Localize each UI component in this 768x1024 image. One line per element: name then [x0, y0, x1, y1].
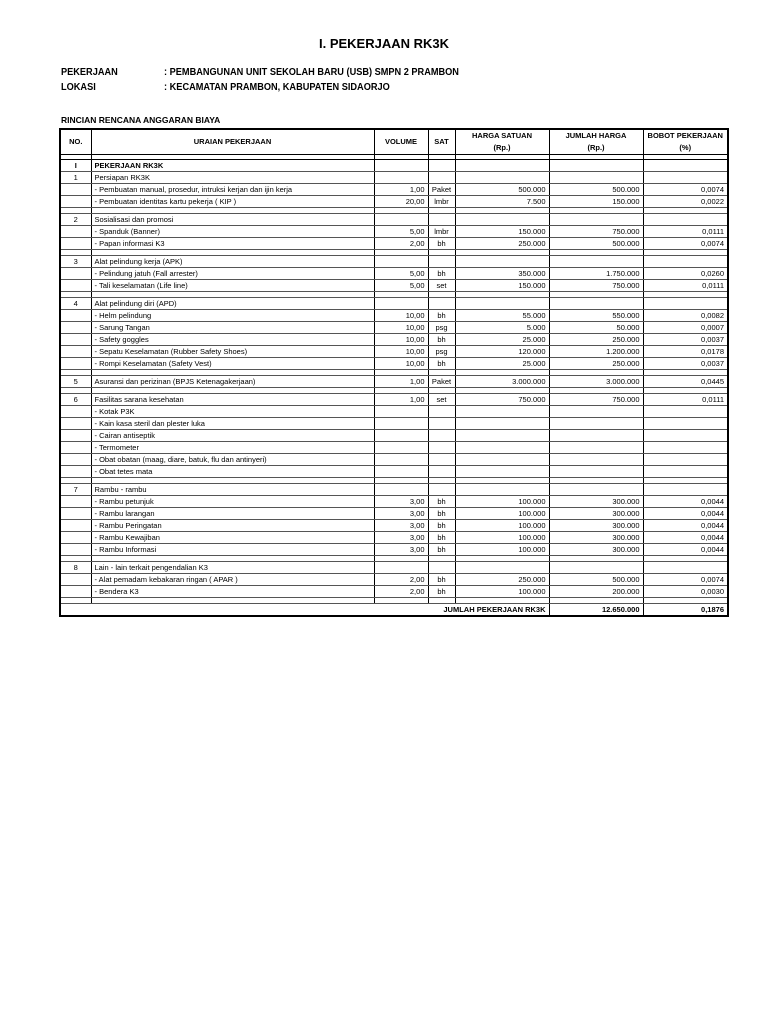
cell-jumlah-harga: 300.000	[549, 520, 643, 532]
total-row	[60, 604, 728, 617]
cell-harga-satuan: 25.000	[455, 334, 549, 346]
cell-sat: set	[428, 394, 455, 406]
cell-bobot: 0,0260	[643, 268, 728, 280]
cell-uraian: Fasilitas sarana kesehatan	[91, 394, 374, 406]
cell-jumlah-harga: 150.000	[549, 196, 643, 208]
cell-bobot: 0,0111	[643, 280, 728, 292]
cell-sat	[428, 160, 455, 172]
cell-volume: 2,00	[374, 586, 428, 598]
cell-sat	[428, 442, 455, 454]
cell-bobot: 0,0007	[643, 322, 728, 334]
cell-uraian: PEKERJAAN RK3K	[91, 160, 374, 172]
table-row	[60, 406, 728, 418]
cell-volume	[374, 160, 428, 172]
table-body	[60, 160, 728, 604]
cell-volume	[374, 406, 428, 418]
cell-sat	[428, 484, 455, 496]
table-row	[60, 562, 728, 574]
cell-sat: Paket	[428, 184, 455, 196]
cell-sat: lmbr	[428, 196, 455, 208]
cell-harga-satuan: 100.000	[455, 532, 549, 544]
cell-no	[60, 322, 91, 334]
cell-no	[60, 346, 91, 358]
cell-volume	[374, 172, 428, 184]
cell-jumlah-harga	[549, 430, 643, 442]
cell-no	[60, 466, 91, 478]
cell-bobot: 0,0074	[643, 238, 728, 250]
cell-no: I	[60, 160, 91, 172]
table-row	[60, 532, 728, 544]
cell-jumlah-harga: 250.000	[549, 358, 643, 370]
header-jumlah-line2: (Rp.)	[587, 143, 605, 152]
cell-sat: bh	[428, 238, 455, 250]
cell-jumlah-harga	[549, 298, 643, 310]
cell-harga-satuan	[455, 214, 549, 226]
cell-no	[60, 454, 91, 466]
cell-volume: 20,00	[374, 196, 428, 208]
cell-volume: 3,00	[374, 496, 428, 508]
cell-sat	[428, 214, 455, 226]
cell-sat	[428, 430, 455, 442]
cell-uraian: - Cairan antiseptik	[91, 430, 374, 442]
cell-no	[60, 574, 91, 586]
table-row	[60, 346, 728, 358]
table-row	[60, 310, 728, 322]
cell-harga-satuan: 7.500	[455, 196, 549, 208]
rab-table	[59, 128, 729, 617]
cell-volume: 3,00	[374, 520, 428, 532]
meta-pekerjaan	[61, 67, 459, 78]
cell-uraian: Alat pelindung kerja (APK)	[91, 256, 374, 268]
cell-harga-satuan	[455, 160, 549, 172]
cell-uraian: - Pelindung jatuh (Fall arrester)	[91, 268, 374, 280]
cell-harga-satuan: 500.000	[455, 184, 549, 196]
table-row	[60, 586, 728, 598]
cell-jumlah-harga: 550.000	[549, 310, 643, 322]
table-row	[60, 544, 728, 556]
cell-jumlah-harga: 50.000	[549, 322, 643, 334]
cell-bobot: 0,0044	[643, 520, 728, 532]
cell-bobot: 0,0022	[643, 196, 728, 208]
cell-bobot	[643, 214, 728, 226]
cell-harga-satuan	[455, 406, 549, 418]
cell-bobot	[643, 484, 728, 496]
cell-uraian: - Safety goggles	[91, 334, 374, 346]
cell-harga-satuan	[455, 466, 549, 478]
cell-uraian: - Rompi Keselamatan (Safety Vest)	[91, 358, 374, 370]
cell-harga-satuan	[455, 484, 549, 496]
cell-sat	[428, 298, 455, 310]
table-row	[60, 196, 728, 208]
cell-no	[60, 226, 91, 238]
cell-volume: 1,00	[374, 376, 428, 388]
cell-bobot: 0,0111	[643, 394, 728, 406]
meta-pekerjaan-key: PEKERJAAN	[61, 67, 118, 78]
cell-volume: 2,00	[374, 574, 428, 586]
cell-jumlah-harga	[549, 562, 643, 574]
cell-volume: 10,00	[374, 310, 428, 322]
cell-volume: 10,00	[374, 346, 428, 358]
cell-bobot	[643, 406, 728, 418]
cell-volume: 5,00	[374, 268, 428, 280]
cell-jumlah-harga: 250.000	[549, 334, 643, 346]
cell-harga-satuan	[455, 430, 549, 442]
table-row	[60, 442, 728, 454]
cell-sat: Paket	[428, 376, 455, 388]
cell-harga-satuan: 55.000	[455, 310, 549, 322]
cell-no	[60, 184, 91, 196]
cell-bobot	[643, 466, 728, 478]
cell-jumlah-harga: 1.200.000	[549, 346, 643, 358]
cell-sat	[428, 454, 455, 466]
meta-lokasi-value: : KECAMATAN PRAMBON, KABUPATEN SIDAORJO	[164, 82, 390, 93]
cell-volume	[374, 442, 428, 454]
table-row	[60, 418, 728, 430]
cell-volume: 10,00	[374, 322, 428, 334]
cell-harga-satuan	[455, 298, 549, 310]
cell-harga-satuan	[455, 442, 549, 454]
cell-uraian: - Pembuatan manual, prosedur, intruksi kerjan dan ijin kerja	[91, 184, 374, 196]
total-bobot: 0,1876	[643, 604, 728, 617]
cell-sat: bh	[428, 310, 455, 322]
cell-harga-satuan: 150.000	[455, 226, 549, 238]
table-row	[60, 484, 728, 496]
cell-sat: bh	[428, 358, 455, 370]
cell-uraian: - Helm pelindung	[91, 310, 374, 322]
meta-lokasi	[61, 82, 390, 93]
cell-bobot	[643, 454, 728, 466]
cell-uraian: Alat pelindung diri (APD)	[91, 298, 374, 310]
cell-jumlah-harga: 750.000	[549, 394, 643, 406]
table-row	[60, 226, 728, 238]
cell-harga-satuan: 100.000	[455, 520, 549, 532]
table-row	[60, 430, 728, 442]
cell-bobot	[643, 256, 728, 268]
page-title: I. PEKERJAAN RK3K	[318, 36, 450, 51]
cell-sat: bh	[428, 544, 455, 556]
cell-sat: bh	[428, 508, 455, 520]
table-row	[60, 520, 728, 532]
cell-sat	[428, 562, 455, 574]
cell-jumlah-harga	[549, 442, 643, 454]
cell-uraian: - Rambu larangan	[91, 508, 374, 520]
cell-bobot	[643, 562, 728, 574]
cell-sat: bh	[428, 268, 455, 280]
cell-harga-satuan	[455, 562, 549, 574]
cell-uraian: Rambu - rambu	[91, 484, 374, 496]
table-row	[60, 172, 728, 184]
cell-no: 3	[60, 256, 91, 268]
cell-uraian: - Rambu Kewajiban	[91, 532, 374, 544]
table-row	[60, 160, 728, 172]
cell-no	[60, 532, 91, 544]
table-row	[60, 454, 728, 466]
cell-bobot: 0,0111	[643, 226, 728, 238]
cell-no	[60, 334, 91, 346]
cell-volume	[374, 484, 428, 496]
cell-uraian: - Spanduk (Banner)	[91, 226, 374, 238]
cell-volume	[374, 214, 428, 226]
cell-bobot	[643, 160, 728, 172]
cell-jumlah-harga	[549, 418, 643, 430]
cell-sat: bh	[428, 496, 455, 508]
cell-no	[60, 496, 91, 508]
cell-sat: psg	[428, 322, 455, 334]
cell-jumlah-harga: 200.000	[549, 586, 643, 598]
cell-volume: 2,00	[374, 238, 428, 250]
table-row	[60, 334, 728, 346]
cell-uraian: - Rambu Informasi	[91, 544, 374, 556]
cell-jumlah-harga	[549, 256, 643, 268]
cell-uraian: - Alat pemadam kebakaran ringan ( APAR )	[91, 574, 374, 586]
cell-no	[60, 586, 91, 598]
cell-uraian: - Sarung Tangan	[91, 322, 374, 334]
cell-uraian: - Rambu Peringatan	[91, 520, 374, 532]
table-row	[60, 574, 728, 586]
table-row	[60, 256, 728, 268]
cell-harga-satuan	[455, 172, 549, 184]
cell-harga-satuan	[455, 256, 549, 268]
cell-sat: bh	[428, 586, 455, 598]
cell-jumlah-harga: 300.000	[549, 532, 643, 544]
table-row	[60, 466, 728, 478]
cell-uraian: - Kotak P3K	[91, 406, 374, 418]
cell-bobot: 0,0074	[643, 184, 728, 196]
table-row	[60, 376, 728, 388]
header-harga-line2: (Rp.)	[493, 143, 511, 152]
cell-uraian: - Sepatu Keselamatan (Rubber Safety Shoes)	[91, 346, 374, 358]
cell-harga-satuan: 25.000	[455, 358, 549, 370]
cell-volume: 3,00	[374, 544, 428, 556]
cell-jumlah-harga: 300.000	[549, 508, 643, 520]
table-row	[60, 214, 728, 226]
cell-harga-satuan: 120.000	[455, 346, 549, 358]
table-row	[60, 268, 728, 280]
cell-jumlah-harga: 500.000	[549, 238, 643, 250]
cell-bobot: 0,0082	[643, 310, 728, 322]
cell-volume	[374, 454, 428, 466]
cell-jumlah-harga	[549, 160, 643, 172]
cell-harga-satuan: 100.000	[455, 496, 549, 508]
cell-volume: 10,00	[374, 358, 428, 370]
cell-no	[60, 406, 91, 418]
cell-harga-satuan: 3.000.000	[455, 376, 549, 388]
cell-sat: set	[428, 280, 455, 292]
cell-harga-satuan: 100.000	[455, 544, 549, 556]
cell-jumlah-harga	[549, 484, 643, 496]
cell-sat: lmbr	[428, 226, 455, 238]
header-bobot-line1: BOBOT PEKERJAAN	[647, 131, 723, 140]
cell-volume	[374, 466, 428, 478]
cell-jumlah-harga: 3.000.000	[549, 376, 643, 388]
cell-uraian: - Bendera K3	[91, 586, 374, 598]
cell-no	[60, 268, 91, 280]
cell-jumlah-harga: 750.000	[549, 226, 643, 238]
cell-sat	[428, 418, 455, 430]
cell-bobot	[643, 298, 728, 310]
meta-lokasi-key: LOKASI	[61, 82, 96, 93]
cell-sat: bh	[428, 520, 455, 532]
header-no: NO.	[60, 129, 91, 155]
table-row	[60, 238, 728, 250]
cell-jumlah-harga: 300.000	[549, 496, 643, 508]
cell-no: 6	[60, 394, 91, 406]
cell-volume: 10,00	[374, 334, 428, 346]
table-row	[60, 496, 728, 508]
cell-jumlah-harga	[549, 214, 643, 226]
cell-bobot: 0,0037	[643, 334, 728, 346]
cell-harga-satuan: 750.000	[455, 394, 549, 406]
header-jumlah-harga	[549, 129, 643, 155]
cell-uraian: Sosialisasi dan promosi	[91, 214, 374, 226]
cell-jumlah-harga: 1.750.000	[549, 268, 643, 280]
cell-volume: 5,00	[374, 280, 428, 292]
cell-uraian: - Papan informasi K3	[91, 238, 374, 250]
cell-uraian: Asuransi dan perizinan (BPJS Ketenagakerjaan)	[91, 376, 374, 388]
cell-jumlah-harga: 500.000	[549, 574, 643, 586]
cell-harga-satuan: 350.000	[455, 268, 549, 280]
cell-sat	[428, 256, 455, 268]
cell-no	[60, 196, 91, 208]
cell-harga-satuan: 100.000	[455, 586, 549, 598]
table-row	[60, 508, 728, 520]
cell-volume	[374, 298, 428, 310]
cell-harga-satuan: 100.000	[455, 508, 549, 520]
header-sat: SAT	[428, 129, 455, 155]
cell-bobot: 0,0445	[643, 376, 728, 388]
cell-volume: 5,00	[374, 226, 428, 238]
cell-no: 5	[60, 376, 91, 388]
cell-uraian: - Obat tetes mata	[91, 466, 374, 478]
table-row	[60, 322, 728, 334]
cell-volume: 1,00	[374, 394, 428, 406]
cell-jumlah-harga: 300.000	[549, 544, 643, 556]
cell-no	[60, 430, 91, 442]
cell-bobot	[643, 430, 728, 442]
cell-bobot: 0,0030	[643, 586, 728, 598]
cell-volume	[374, 430, 428, 442]
cell-bobot: 0,0074	[643, 574, 728, 586]
cell-sat	[428, 406, 455, 418]
cell-volume: 3,00	[374, 532, 428, 544]
cell-bobot: 0,0044	[643, 508, 728, 520]
cell-sat: psg	[428, 346, 455, 358]
cell-jumlah-harga: 500.000	[549, 184, 643, 196]
cell-bobot: 0,0044	[643, 532, 728, 544]
section-subtitle: RINCIAN RENCANA ANGGARAN BIAYA	[61, 115, 221, 125]
cell-no	[60, 508, 91, 520]
cell-bobot: 0,0044	[643, 544, 728, 556]
cell-jumlah-harga	[549, 466, 643, 478]
header-volume: VOLUME	[374, 129, 428, 155]
header-harga-satuan	[455, 129, 549, 155]
cell-no: 1	[60, 172, 91, 184]
header-harga-line1: HARGA SATUAN	[472, 131, 532, 140]
cell-no	[60, 442, 91, 454]
cell-volume	[374, 562, 428, 574]
cell-uraian: - Pembuatan identitas kartu pekerja ( KIP )	[91, 196, 374, 208]
cell-jumlah-harga	[549, 454, 643, 466]
header-uraian: URAIAN PEKERJAAN	[91, 129, 374, 155]
cell-bobot	[643, 172, 728, 184]
cell-uraian: Lain - lain terkait pengendalian K3	[91, 562, 374, 574]
header-bobot-line2: (%)	[679, 143, 692, 152]
table-header-row	[60, 129, 728, 155]
header-bobot	[643, 129, 728, 155]
cell-uraian: - Tali keselamatan (Life line)	[91, 280, 374, 292]
cell-uraian: Persiapan RK3K	[91, 172, 374, 184]
cell-harga-satuan: 150.000	[455, 280, 549, 292]
cell-no	[60, 544, 91, 556]
cell-harga-satuan	[455, 454, 549, 466]
table-row	[60, 298, 728, 310]
cell-no	[60, 310, 91, 322]
cell-no: 2	[60, 214, 91, 226]
table-row	[60, 394, 728, 406]
cell-volume	[374, 418, 428, 430]
cell-no	[60, 238, 91, 250]
cell-bobot: 0,0044	[643, 496, 728, 508]
cell-bobot	[643, 442, 728, 454]
cell-jumlah-harga: 750.000	[549, 280, 643, 292]
cell-jumlah-harga	[549, 406, 643, 418]
cell-harga-satuan: 5.000	[455, 322, 549, 334]
cell-sat: bh	[428, 574, 455, 586]
cell-sat	[428, 466, 455, 478]
cell-harga-satuan: 250.000	[455, 238, 549, 250]
total-jumlah: 12.650.000	[549, 604, 643, 617]
cell-harga-satuan	[455, 418, 549, 430]
cell-no	[60, 358, 91, 370]
cell-uraian: - Kain kasa steril dan plester luka	[91, 418, 374, 430]
meta-pekerjaan-value: : PEMBANGUNAN UNIT SEKOLAH BARU (USB) SMPN 2 PRAMBON	[164, 67, 459, 78]
cell-volume	[374, 256, 428, 268]
cell-volume: 3,00	[374, 508, 428, 520]
cell-no	[60, 418, 91, 430]
cell-volume: 1,00	[374, 184, 428, 196]
cell-no: 7	[60, 484, 91, 496]
cell-bobot: 0,0037	[643, 358, 728, 370]
cell-harga-satuan: 250.000	[455, 574, 549, 586]
cell-uraian: - Termometer	[91, 442, 374, 454]
cell-sat	[428, 172, 455, 184]
cell-no: 4	[60, 298, 91, 310]
cell-uraian: - Rambu petunjuk	[91, 496, 374, 508]
table-row	[60, 358, 728, 370]
cell-sat: bh	[428, 334, 455, 346]
header-jumlah-line1: JUMLAH HARGA	[565, 131, 627, 140]
cell-jumlah-harga	[549, 172, 643, 184]
cell-no: 8	[60, 562, 91, 574]
table-row	[60, 184, 728, 196]
cell-sat: bh	[428, 532, 455, 544]
cell-bobot: 0,0178	[643, 346, 728, 358]
table-row	[60, 280, 728, 292]
cell-uraian: - Obat obatan (maag, diare, batuk, flu dan antinyeri)	[91, 454, 374, 466]
cell-bobot	[643, 418, 728, 430]
cell-no	[60, 520, 91, 532]
cell-no	[60, 280, 91, 292]
total-label: JUMLAH PEKERJAAN RK3K	[60, 604, 549, 617]
